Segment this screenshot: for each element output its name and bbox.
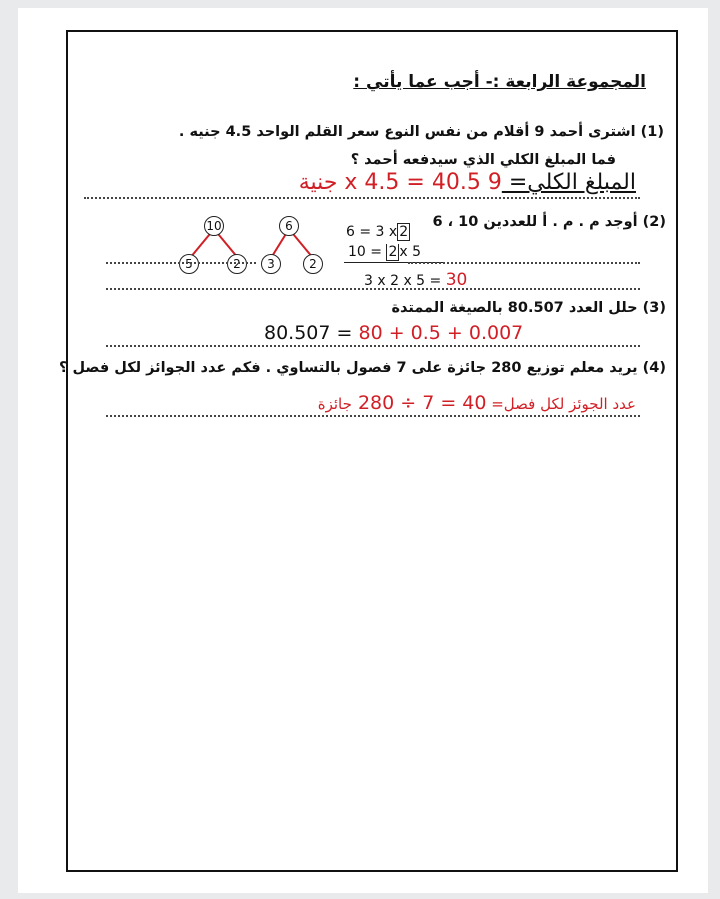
tree-6-factor-3: 3 (261, 254, 281, 274)
tree-6-factor-2: 2 (303, 254, 323, 274)
factorization-6 (346, 224, 410, 240)
factorization-6-left: 6 = 3 x (346, 224, 398, 240)
answer-4-label: عدد الجوئز لكل فصل= (486, 395, 636, 413)
factorization-10-right: x 5 (399, 244, 422, 260)
answer-4-line (106, 415, 640, 417)
answer-4 (318, 392, 636, 414)
answer-1-equation: 9 x 4.5 = 40.5 جنية (298, 170, 502, 195)
tree-10-factor-2: 2 (227, 254, 247, 274)
question-1-subquestion: فما المبلغ الكلي الذي سيدفعه أحمد ؟ (350, 152, 616, 168)
answer-3-expanded: 80 + 0.5 + 0.007 (358, 322, 524, 344)
question-4: (4) يريد معلم توزيع 280 جائزة على 7 فصول بالتساوي . فكم عدد الجوائز لكل فصل ؟ (59, 360, 666, 376)
tree-6-root: 6 (279, 216, 299, 236)
lcm-result (364, 270, 467, 290)
question-1: (1) اشترى أحمد 9 أقلام من نفس النوع سعر القلم الواحد 4.5 جنيه . (178, 124, 664, 140)
worksheet-page (18, 8, 708, 893)
answer-2-line-a (106, 262, 256, 264)
question-3: (3) حلل العدد 80.507 بالصيغة الممتدة (391, 300, 666, 316)
factorization-6-common: 2 (399, 224, 409, 240)
tree-10-factor-5: 5 (179, 254, 199, 274)
page-border (59, 30, 678, 872)
tree-10-root: 10 (204, 216, 224, 236)
factorization-10 (348, 244, 421, 260)
question-2: (2) أوجد م . م . أ للعددين 10 ، 6 (432, 214, 666, 230)
answer-1-label: المبلغ الكلي= (501, 170, 636, 195)
factorization-10-common: 2 (388, 244, 398, 260)
factorization-10-left: 10 = (348, 244, 387, 260)
answer-2-line-b (408, 262, 640, 264)
lcm-value: 30 (445, 270, 468, 290)
answer-3-number: 80.507 = (264, 322, 359, 344)
answer-4-equation: 280 ÷ 7 = 40 (357, 392, 487, 414)
answer-2-line-c (106, 288, 640, 290)
answer-3 (264, 322, 523, 344)
lcm-product: 3 x 2 x 5 = (364, 273, 446, 289)
page-title: المجموعة الرابعة :- أجب عما يأتي : (353, 72, 646, 92)
answer-3-line (106, 345, 640, 347)
answer-4-unit: جائزة (317, 395, 352, 413)
